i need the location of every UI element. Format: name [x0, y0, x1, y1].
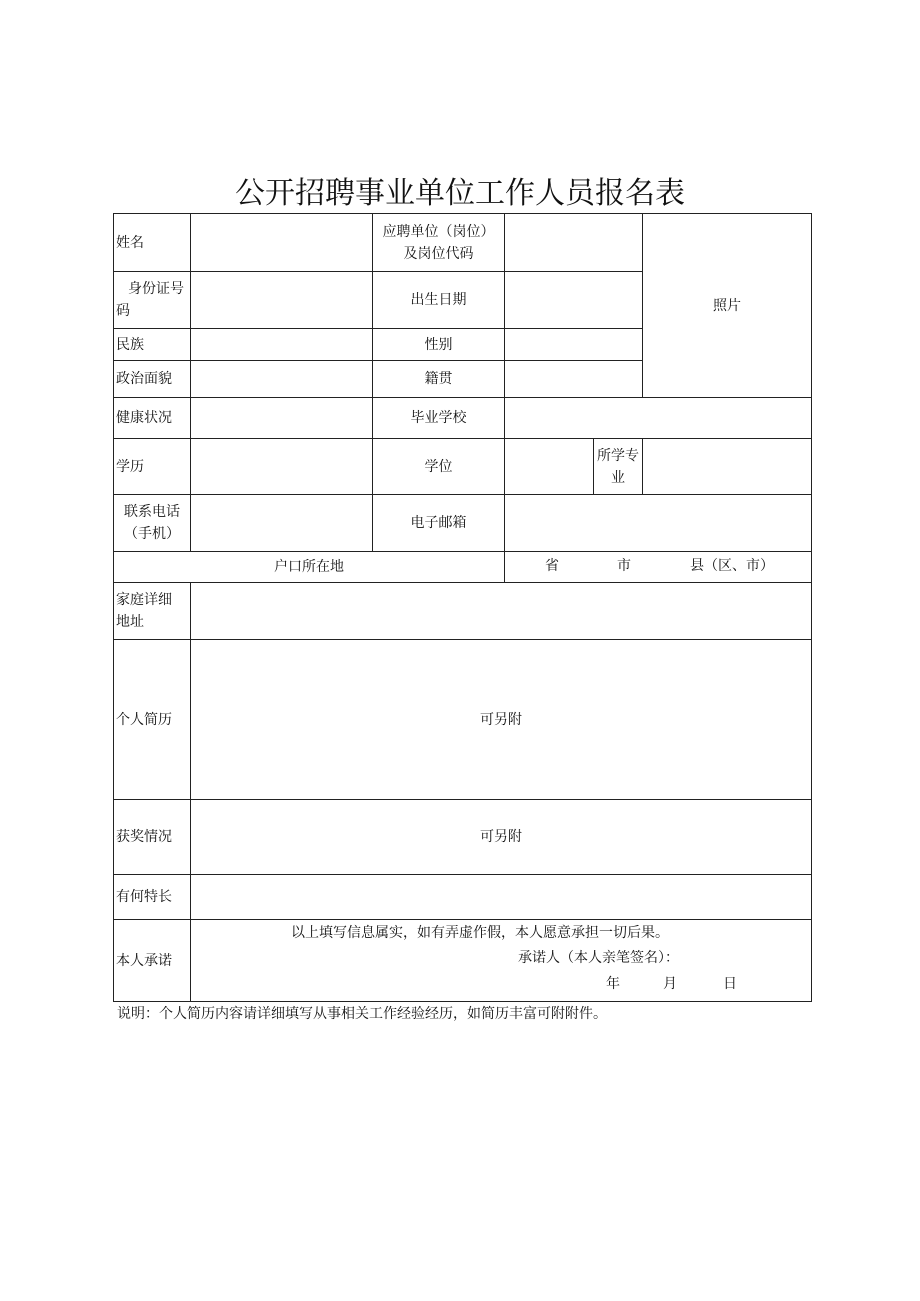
- name-label: 姓名: [114, 214, 191, 272]
- registration-form-table: [113, 213, 812, 1002]
- specialty-label: 有何特长: [114, 875, 191, 920]
- form-note: 说明：个人简历内容请详细填写从事相关工作经验经历，如简历丰富可附附件。: [117, 1006, 607, 1022]
- specialty-field[interactable]: [191, 875, 812, 920]
- email-label: 电子邮箱: [373, 495, 505, 552]
- id-number-label: [114, 272, 191, 329]
- resume-note: 可另附: [480, 711, 522, 728]
- awards-note: 可另附: [480, 829, 522, 845]
- city-label: 市: [617, 558, 631, 574]
- birth-date-label: 出生日期: [373, 272, 505, 329]
- id-number-label-line1: 身份证号: [128, 281, 184, 297]
- education-field[interactable]: [191, 439, 373, 495]
- photo-label: 照片: [713, 297, 741, 314]
- apply-unit-label: [373, 214, 505, 272]
- major-field[interactable]: [643, 439, 812, 495]
- day-label: 日: [723, 976, 737, 992]
- gender-field[interactable]: [505, 329, 643, 361]
- commitment-text: 以上填写信息属实，如有弄虚作假，本人愿意承担一切后果。: [291, 925, 669, 941]
- name-field[interactable]: [191, 214, 373, 272]
- health-label: 健康状况: [114, 398, 191, 439]
- phone-label: [114, 495, 191, 552]
- county-label: 县（区、市）: [690, 558, 774, 574]
- native-place-label: 籍贯: [373, 361, 505, 398]
- phone-label-line1: 联系电话: [124, 504, 180, 520]
- graduate-school-field[interactable]: [505, 398, 812, 439]
- major-label: [594, 439, 643, 495]
- province-label: 省: [545, 558, 559, 574]
- apply-unit-field[interactable]: [505, 214, 643, 272]
- year-label: 年: [606, 976, 620, 992]
- apply-unit-label-line2: 及岗位代码: [403, 245, 474, 262]
- date-line: [191, 973, 811, 995]
- ethnicity-label: 民族: [114, 329, 191, 361]
- awards-label: 获奖情况: [114, 800, 191, 875]
- degree-label: 学位: [373, 439, 505, 495]
- month-label: 月: [663, 976, 677, 992]
- home-address-label: [114, 583, 191, 640]
- photo-box[interactable]: [643, 214, 812, 398]
- commitment-field[interactable]: [191, 920, 812, 1002]
- political-status-label: 政治面貌: [114, 361, 191, 398]
- major-label-line2: 业: [611, 469, 625, 486]
- native-place-field[interactable]: [505, 361, 643, 398]
- birth-date-field[interactable]: [505, 272, 643, 329]
- resume-field[interactable]: [191, 640, 812, 800]
- commitment-label: 本人承诺: [114, 920, 191, 1002]
- graduate-school-label: 毕业学校: [373, 398, 505, 439]
- phone-label-line2: （手机）: [124, 526, 180, 542]
- home-address-label-line2: 地址: [116, 614, 144, 630]
- email-field[interactable]: [505, 495, 812, 552]
- degree-field[interactable]: [505, 439, 594, 495]
- major-label-line1: 所学专: [597, 447, 639, 464]
- apply-unit-label-line1: 应聘单位（岗位）: [382, 223, 495, 240]
- home-address-field[interactable]: [191, 583, 812, 640]
- education-label: 学历: [114, 439, 191, 495]
- household-location-field[interactable]: [505, 552, 812, 583]
- signer-label: 承诺人（本人亲笔签名）：: [518, 950, 679, 966]
- resume-label: 个人简历: [114, 640, 191, 800]
- phone-field[interactable]: [191, 495, 373, 552]
- gender-label: 性别: [373, 329, 505, 361]
- health-field[interactable]: [191, 398, 373, 439]
- awards-field[interactable]: [191, 800, 812, 875]
- form-title: 公开招聘事业单位工作人员报名表: [235, 176, 685, 211]
- household-location-label: 户口所在地: [114, 552, 505, 583]
- id-number-field[interactable]: [191, 272, 373, 329]
- home-address-label-line1: 家庭详细: [116, 592, 172, 608]
- id-number-label-line2: 码: [116, 303, 130, 319]
- ethnicity-field[interactable]: [191, 329, 373, 361]
- political-status-field[interactable]: [191, 361, 373, 398]
